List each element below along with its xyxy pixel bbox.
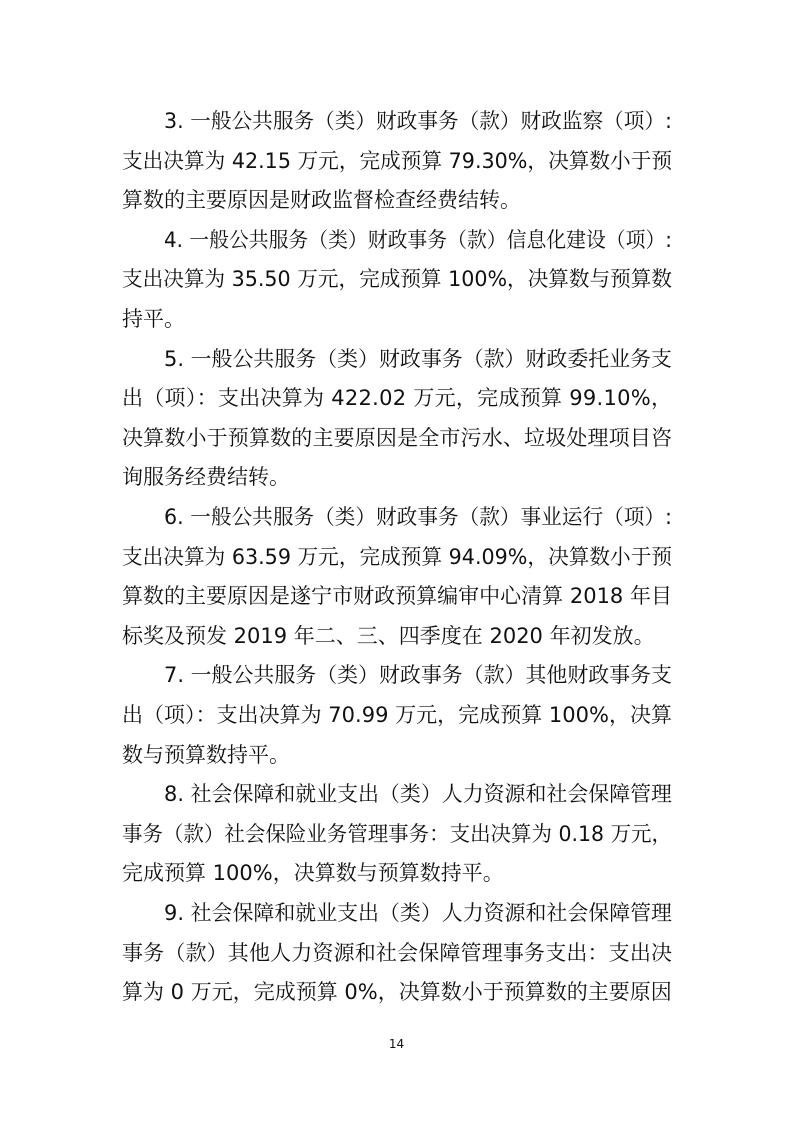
text-line: 持平。 [122, 307, 185, 331]
text-line: 算为 0 万元，完成预算 0%，决算数小于预算数的主要原因 [122, 980, 672, 1005]
text-line: 算数的主要原因是财政监督检查经费结转。 [122, 188, 521, 213]
text-line: 事务（款）其他人力资源和社会保障管理事务支出：支出决 [122, 940, 673, 965]
text-line: 7. 一般公共服务（类）财政事务（款）其他财政事务支 [164, 663, 672, 688]
text-line: 支出决算为 42.15 万元，完成预算 79.30%，决算数小于预 [122, 148, 672, 173]
text-line: 完成预算 100%，决算数与预算数持平。 [122, 861, 504, 886]
page-number: 14 [388, 1037, 405, 1051]
text-line: 出（项）：支出决算为 70.99 万元，完成预算 100%，决算 [122, 703, 673, 727]
text-line: 标奖及预发 2019 年二、三、四季度在 2020 年初发放。 [122, 623, 655, 648]
text-line: 4. 一般公共服务（类）财政事务（款）信息化建设（项）: [164, 227, 672, 252]
text-line: 8. 社会保障和就业支出（类）人力资源和社会保障管理 [164, 782, 672, 807]
text-line: 算数的主要原因是遂宁市财政预算编审中心清算 2018 年目 [122, 584, 673, 609]
text-line: 数与预算数持平。 [122, 742, 290, 767]
text-line: 支出决算为 35.50 万元，完成预算 100%，决算数与预算数 [122, 267, 672, 292]
text-line: 5. 一般公共服务（类）财政事务（款）财政委托业务支 [164, 346, 672, 371]
text-line: 询服务经费结转。 [122, 465, 290, 490]
text-line: 决算数小于预算数的主要原因是全市污水、垃圾处理项目咨 [122, 425, 673, 450]
text-line: 9. 社会保障和就业支出（类）人力资源和社会保障管理 [164, 901, 672, 925]
text-line: 6. 一般公共服务（类）财政事务（款）事业运行（项）: [164, 505, 672, 529]
text-line: 出（项）：支出决算为 422.02 万元，完成预算 99.10%， [122, 386, 673, 411]
text-line: 3. 一般公共服务（类）财政事务（款）财政监察（项）: [164, 109, 672, 133]
text-line: 事务（款）社会保险业务管理事务：支出决算为 0.18 万元， [122, 821, 672, 846]
text-line: 支出决算为 63.59 万元，完成预算 94.09%，决算数小于预 [122, 544, 672, 569]
